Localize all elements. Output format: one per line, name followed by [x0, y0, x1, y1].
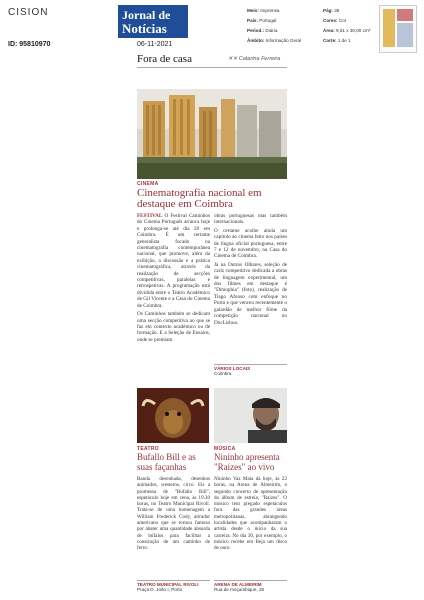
theatre-body: Banda desenhada, desenhos animados, westerns, circo. Eis a promessa de "Bufallo Bill", espetáculo hoje em cena, às 19.30 horas, no Teatro Municipal Rivoli. Trata-se de uma homenagem a William Frederick Cody, atirador americano que se tornou famoso por abater uma quantidade absurda de búfalos para facilitar a construção de um caminho de ferro.: [137, 476, 210, 552]
main-location-label: VÁRIOS LOCAIS: [214, 364, 287, 371]
section-title: Fora de casa: [137, 53, 192, 65]
music-kicker: MÚSICA: [214, 446, 236, 452]
music-location: [214, 580, 287, 592]
theatre-location-text: Praça D. João I, Porto: [137, 587, 183, 592]
bull-photo: [137, 388, 209, 443]
logo-line-1: Jornal de: [122, 8, 171, 22]
logo-line-2: Notícias: [122, 21, 167, 36]
cision-brand: CISION: [8, 7, 49, 18]
main-body-2c: Já na Outros Olhares, seleção de cariz competitivo dedicada a obras de linguagem experimental, um dos filmes em destaque é "Dimophia" (foto), realização de Tiago Afonso com enfoque no Porto e que venceu recentemente o galardão de melhor filme da competição nacional no DocLisboa.: [214, 261, 287, 326]
music-location-label: ARENA DE ALMEIRIM: [214, 580, 287, 587]
publication-date: 06-11-2021: [137, 41, 173, 48]
theatre-headline: Bufallo Bill e as suas façanhas: [137, 452, 196, 472]
byline: ✕✕ Catarina Ferreira: [228, 56, 281, 62]
main-body-2: obras portuguesas mas também internacionais.: [214, 213, 287, 226]
main-location-text: Coimbra: [214, 371, 232, 376]
main-body-1b: Os Caminhos também se dedicam uma secção competitiva ao que se faz em contexto académico ou de formação. E a Seleção de Ensaios, onde se premiam: [137, 311, 210, 343]
main-photo: [137, 89, 287, 179]
clipping-id: ID: 95810970: [8, 41, 51, 48]
main-column-right: [214, 213, 287, 326]
music-location-text: Rua de moçambique, 26: [214, 587, 265, 592]
music-body: Nininho Vaz Maia dá hoje, às 22 horas, na Arena de Almeirim, o segundo concerto de apresentação do álbum de estreia, "Raízes". O músico tem pregado espetáculos fora das grandes áreas metropolitanas, abrangendo localidades que acompanharam o artista desde o início da sua carreira. No dia 30, por exemplo, o músico recebe em Beja um disco de ouro.: [214, 476, 287, 552]
theatre-kicker: TEATRO: [137, 446, 159, 452]
main-column-left: [137, 213, 210, 343]
meta-right: Pág: 36 Cores: Cor Área: 9,61 x 30,00 cm² Corte: 1 de 1: [323, 8, 371, 43]
theatre-location: [137, 580, 210, 592]
music-headline: Nininho apresenta "Raízes" ao vivo: [214, 452, 280, 472]
main-location: [214, 364, 287, 376]
section-rule: [137, 67, 287, 68]
page-thumbnail: [379, 5, 417, 53]
musician-photo: [214, 388, 287, 443]
theatre-location-label: TEATRO MUNICIPAL RIVOLI: [137, 580, 210, 587]
main-body-1: O Festival Caminhos do Cinema Português arranca hoje e prolonga-se até dia 20 em Coimbra. É um certame generalista focado na cinematografia contemporânea nacional, que promove, além da exibição, a discussão e a prática cinematográfica, através da realização de secções competitivas, paralelas e retrospetivas. A programação está dividida entre o Teatro Académico de Gil Vicente e a Casa do Cinema de Coimbra.: [137, 213, 210, 309]
main-kicker: CINEMA: [137, 181, 159, 187]
main-body-2b: O certame acolhe ainda um capítulo ao cinema feito nos países de língua oficial portuguesa, entre 7 e 12 de novembro, na Casa do Cinema de Coimbra.: [214, 227, 287, 260]
lead-word: FESTIVAL: [137, 213, 163, 219]
meta-left: Meio: Imprensa País: Portugal Period.: Diária Âmbito: Informação Geral: [247, 8, 302, 43]
main-headline: Cinematografia nacional em destaque em Coimbra: [137, 187, 262, 210]
publication-logo: [118, 5, 188, 38]
